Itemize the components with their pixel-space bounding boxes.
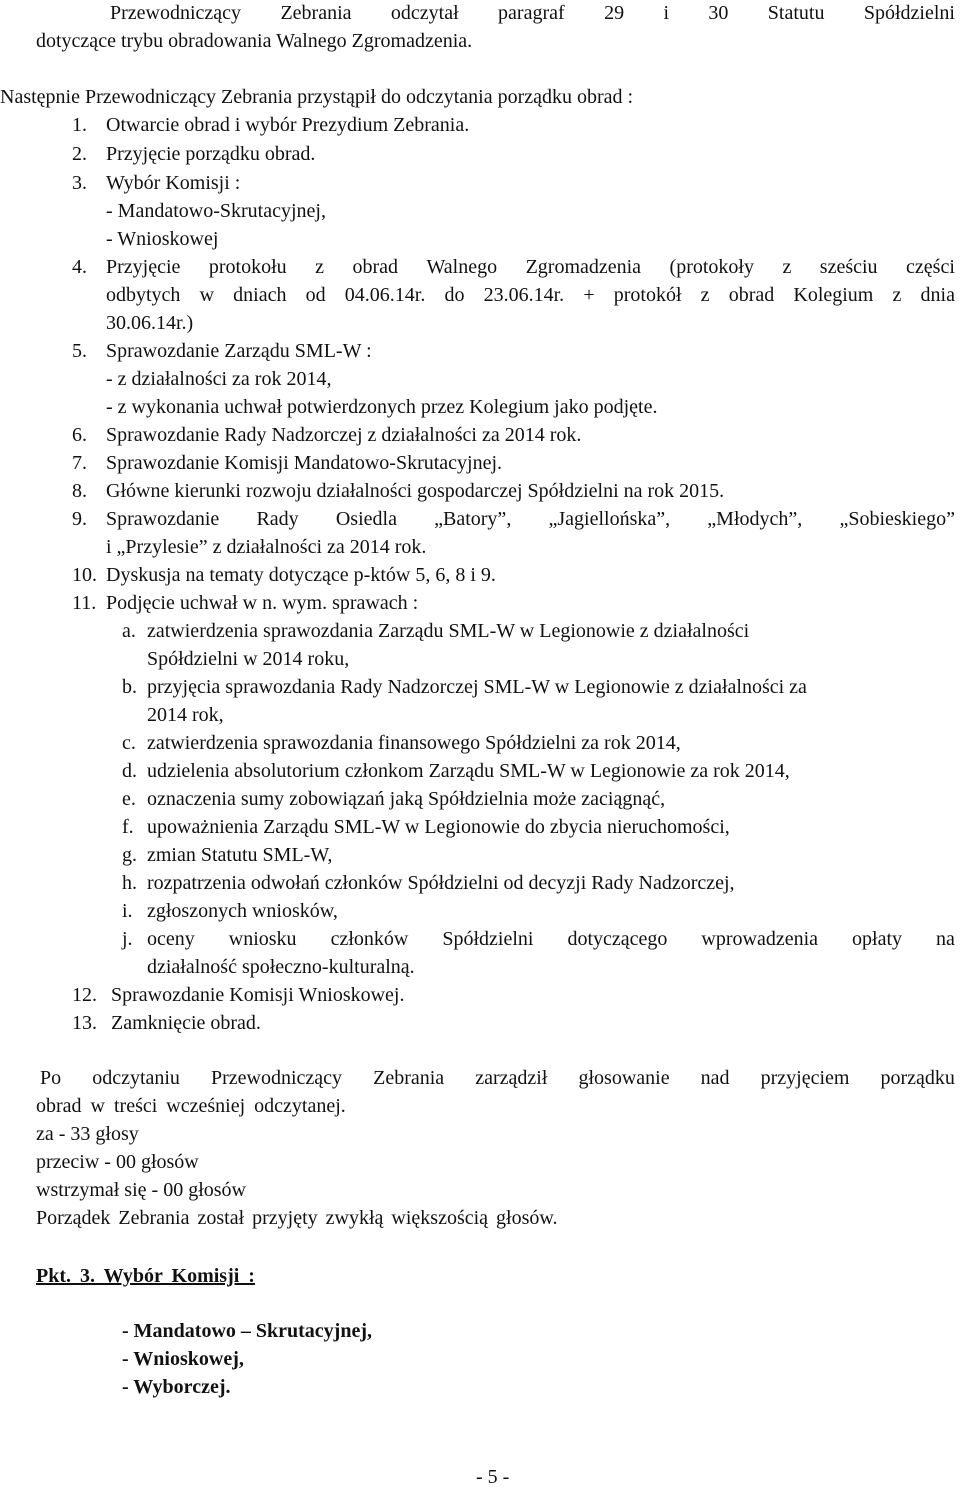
word: do	[444, 284, 465, 306]
agenda-3-sub-1: - Mandatowo-Skrutacyjnej,	[106, 200, 326, 222]
word: z	[315, 256, 325, 278]
pkt3-item-1: - Mandatowo – Skrutacyjnej,	[122, 1320, 372, 1342]
subitem-b-line-2: 2014 rok,	[147, 704, 224, 726]
word: odczytaniu	[92, 1067, 180, 1089]
word: opłaty	[852, 928, 903, 950]
word: Spółdzielni	[863, 2, 955, 24]
word: paragraf	[498, 2, 565, 24]
word: w	[199, 284, 215, 306]
word: i	[663, 2, 670, 24]
subitem-a-line-1: zatwierdzenia sprawozdania Zarządu SML-W w Legionowie z działalności	[147, 620, 750, 642]
word: protokołu	[208, 256, 287, 278]
vote-wstrzymal: wstrzymał się - 00 głosów	[36, 1179, 246, 1201]
agenda-intro: Następnie Przewodniczący Zebrania przystąpił do odczytania porządku obrad :	[0, 86, 634, 108]
vote-line-1	[40, 1065, 955, 1091]
word: części	[906, 256, 955, 278]
word: „Młodych”,	[707, 508, 803, 530]
subitem-i-line-1: zgłoszonych wniosków,	[147, 900, 338, 922]
subitem-e-line-1: oznaczenia sumy zobowiązań jaką Spółdzielnia może zaciągnąć,	[147, 788, 666, 810]
agenda-num-3: 3.	[72, 172, 87, 194]
agenda-text-12: Sprawozdanie Komisji Wnioskowej.	[111, 984, 405, 1006]
subitem-letter-d: d.	[122, 760, 137, 782]
word: zarządził	[475, 1067, 548, 1089]
subitem-letter-e: e.	[122, 788, 136, 810]
word: Zgromadzenia	[525, 256, 642, 278]
agenda-text-7: Sprawozdanie Komisji Mandatowo-Skrutacyjnej.	[106, 452, 503, 474]
agenda-text-5: Sprawozdanie Zarządu SML-W :	[106, 340, 372, 362]
word: protokół	[613, 284, 682, 306]
word: obrad	[352, 256, 399, 278]
subitem-b-line-1: przyjęcia sprawozdania Rady Nadzorczej SML-W w Legionowie z działalności za	[147, 676, 807, 698]
word: 04.06.14r.	[344, 284, 426, 306]
intro-line-2: dotyczące trybu obradowania Walnego Zgromadzenia.	[36, 30, 473, 52]
word: dotyczącego	[567, 928, 668, 950]
subitem-g-line-1: zmian Statutu SML-W,	[147, 844, 333, 866]
agenda-9-line-2: i „Przylesie” z działalności za 2014 rok.	[106, 536, 427, 558]
agenda-num-6: 6.	[72, 424, 87, 446]
word: 29	[604, 2, 625, 24]
agenda-5-sub-2: - z wykonania uchwał potwierdzonych przez Kolegium jako podjęte.	[106, 396, 658, 418]
subitem-letter-a: a.	[122, 620, 136, 642]
subitem-letter-j: j.	[122, 928, 133, 950]
word: nad	[700, 1067, 730, 1089]
word: odczytał	[390, 2, 459, 24]
word: członków	[330, 928, 409, 950]
agenda-3-sub-2: - Wnioskowej	[106, 228, 219, 250]
agenda-text-2: Przyjęcie porządku obrad.	[106, 143, 316, 165]
agenda-num-4: 4.	[72, 256, 87, 278]
agenda-text-10: Dyskusja na tematy dotyczące p-któw 5, 6, 8 i 9.	[106, 564, 496, 586]
word: Walnego	[426, 256, 498, 278]
word: Zebrania	[373, 1067, 445, 1089]
agenda-text-11: Podjęcie uchwał w n. wym. sprawach :	[106, 592, 419, 614]
word: odbytych	[106, 284, 181, 306]
word: Osiedla	[335, 508, 397, 530]
agenda-num-12: 12.	[72, 984, 97, 1006]
word: 30	[708, 2, 729, 24]
word: Po	[40, 1067, 62, 1089]
word: Statutu	[767, 2, 825, 24]
word: z	[892, 284, 902, 306]
agenda-num-5: 5.	[72, 340, 87, 362]
agenda-num-8: 8.	[72, 480, 87, 502]
agenda-4-line-2	[106, 282, 955, 308]
vote-result: Porządek Zebrania został przyjęty zwykłą większością głosów.	[36, 1207, 558, 1229]
subitem-letter-g: g.	[122, 844, 137, 866]
agenda-num-10: 10.	[72, 564, 97, 586]
word: Zebrania	[280, 2, 352, 24]
word: dniach	[233, 284, 287, 306]
vote-za: za - 33 głosy	[36, 1123, 139, 1145]
vote-line-2: obrad w treści wcześniej odczytanej.	[36, 1095, 346, 1117]
word: z	[700, 284, 710, 306]
word: Spółdzielni	[442, 928, 534, 950]
agenda-4-line-3: 30.06.14r.)	[106, 312, 194, 334]
subitem-h-line-1: rozpatrzenia odwołań członków Spółdzielni od decyzji Rady Nadzorczej,	[147, 872, 735, 894]
word: „Batory”,	[434, 508, 512, 530]
agenda-num-1: 1.	[72, 114, 87, 136]
word: (protokoły	[669, 256, 754, 278]
agenda-num-7: 7.	[72, 452, 87, 474]
word: z	[782, 256, 792, 278]
word: sześciu	[819, 256, 878, 278]
pkt3-heading: Pkt. 3. Wybór Komisji :	[36, 1265, 255, 1287]
word: dnia	[920, 284, 955, 306]
agenda-4-line-1	[106, 254, 955, 280]
word: Sprawozdanie	[106, 508, 220, 530]
agenda-text-1: Otwarcie obrad i wybór Prezydium Zebrania.	[106, 114, 470, 136]
agenda-text-6: Sprawozdanie Rady Nadzorczej z działalności za 2014 rok.	[106, 424, 582, 446]
word: Przyjęcie	[106, 256, 181, 278]
agenda-text-13: Zamknięcie obrad.	[111, 1012, 261, 1034]
subitem-j-line-1	[147, 926, 955, 952]
subitem-letter-i: i.	[122, 900, 133, 922]
pkt3-item-3: - Wyborczej.	[122, 1376, 231, 1398]
word: przyjęciem	[760, 1067, 850, 1089]
word: Przewodniczący	[211, 1067, 343, 1089]
vote-przeciw: przeciw - 00 głosów	[36, 1151, 199, 1173]
agenda-num-11: 11.	[72, 592, 97, 614]
word: oceny	[147, 928, 195, 950]
subitem-f-line-1: upoważnienia Zarządu SML-W w Legionowie do zbycia nieruchomości,	[147, 816, 730, 838]
word: +	[583, 284, 595, 306]
word: Przewodniczący	[110, 2, 242, 24]
subitem-letter-f: f.	[122, 816, 134, 838]
pkt3-item-2: - Wnioskowej,	[122, 1348, 244, 1370]
subitem-letter-b: b.	[122, 676, 137, 698]
agenda-num-2: 2.	[72, 143, 87, 165]
subitem-letter-c: c.	[122, 732, 136, 754]
word: „Sobieskiego”	[839, 508, 955, 530]
word: Rady	[256, 508, 299, 530]
agenda-text-8: Główne kierunki rozwoju działalności gospodarczej Spółdzielni na rok 2015.	[106, 480, 725, 502]
agenda-num-13: 13.	[72, 1012, 97, 1034]
word: wprowadzenia	[701, 928, 819, 950]
word: od	[305, 284, 326, 306]
subitem-j-line-2: działalność społeczno-kulturalną.	[147, 956, 415, 978]
subitem-letter-h: h.	[122, 872, 137, 894]
word: 23.06.14r.	[483, 284, 565, 306]
agenda-text-3: Wybór Komisji :	[106, 172, 241, 194]
page-number: - 5 -	[476, 1466, 510, 1488]
word: wniosku	[228, 928, 297, 950]
word: na	[936, 928, 955, 950]
subitem-c-line-1: zatwierdzenia sprawozdania finansowego Spółdzielni za rok 2014,	[147, 732, 681, 754]
agenda-9-line-1	[106, 506, 955, 532]
word: porządku	[880, 1067, 955, 1089]
subitem-d-line-1: udzielenia absolutorium członkom Zarządu SML-W w Legionowie za rok 2014,	[147, 760, 790, 782]
agenda-num-9: 9.	[72, 508, 87, 530]
subitem-a-line-2: Spółdzielni w 2014 roku,	[147, 648, 350, 670]
intro-line-1	[110, 0, 955, 26]
word: obrad	[728, 284, 775, 306]
word: Kolegium	[793, 284, 874, 306]
agenda-5-sub-1: - z działalności za rok 2014,	[106, 368, 332, 390]
word: głosowanie	[578, 1067, 670, 1089]
word: „Jagiellońska”,	[548, 508, 671, 530]
